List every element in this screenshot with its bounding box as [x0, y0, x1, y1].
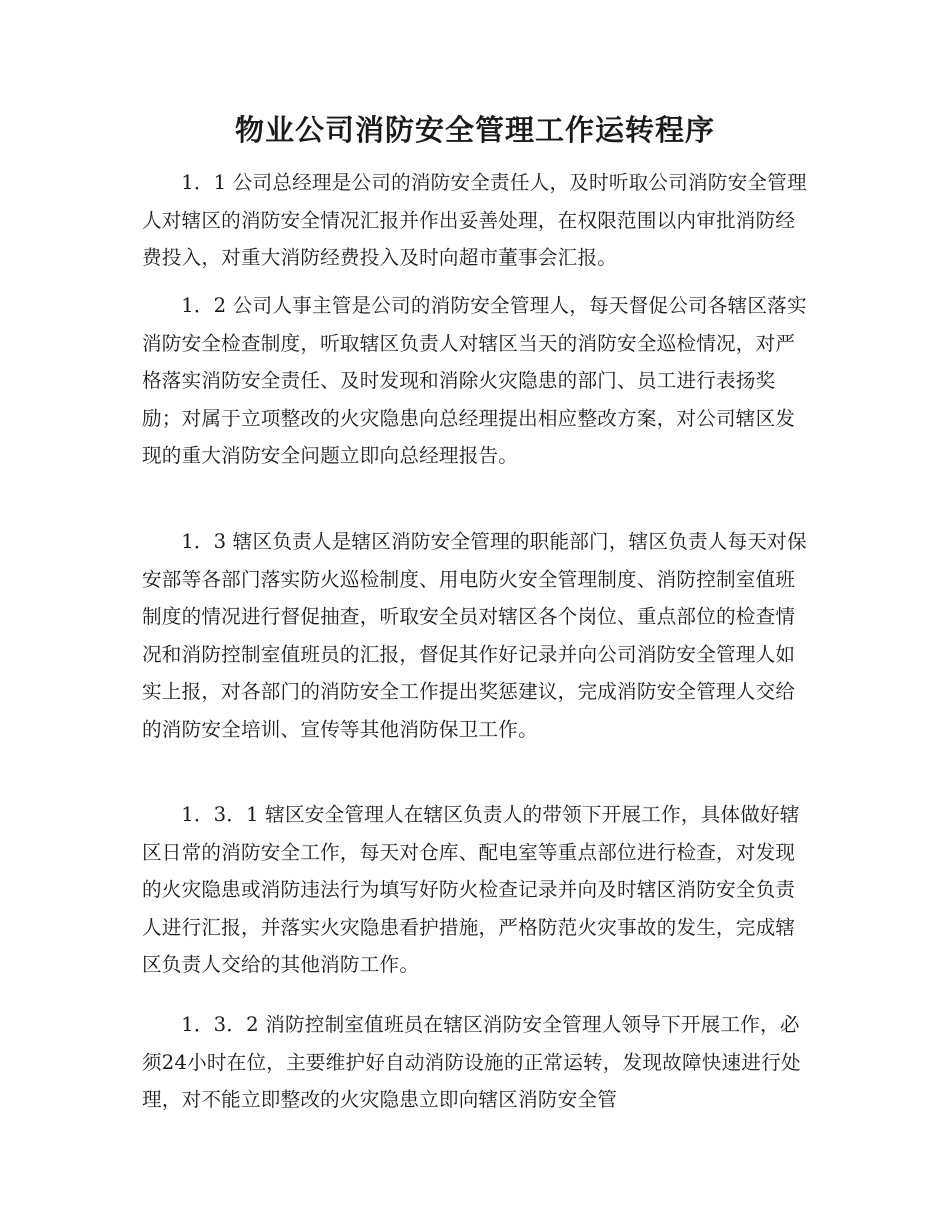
paragraph-1-3: 1．3 辖区负责人是辖区消防安全管理的职能部门，辖区负责人每天对保安部等各部门落实防火巡检制度、用电防火安全管理制度、消防控制室值班制度的情况进行督促抽查，听取安全员对辖区各个岗位、重点部位的检查情况和消防控制室值班员的汇报，督促其作好记录并向公司消防安全管理人如实上报，对各部门的消防安全工作提出奖惩建议，完成消防安全管理人交给的消防安全培训、宣传等其他消防保卫工作。 — [142, 530, 807, 741]
paragraph-1-3-1: 1．3．1 辖区安全管理人在辖区负责人的带领下开展工作，具体做好辖区日常的消防安全工作，每天对仓库、配电室等重点部位进行检查，对发现的火灾隐患或消防违法行为填写好防火检查记录并向及时辖区消防安全负责人进行汇报，并落实火灾隐患看护措施，严格防范火灾事故的发生，完成辖区负责人交给的其他消防工作。 — [142, 803, 800, 977]
paragraph-1-2: 1．2 公司人事主管是公司的消防安全管理人，每天督促公司各辖区落实消防安全检查制度，听取辖区负责人对辖区当天的消防安全巡检情况，对严格落实消防安全责任、及时发现和消除火灾隐患的部门、员工进行表扬奖励；对属于立项整改的火灾隐患向总经理提出相应整改方案，对公司辖区发现的重大消防安全问题立即向总经理报告。 — [142, 294, 807, 468]
paragraph-1-1: 1．1 公司总经理是公司的消防安全责任人，及时听取公司消防安全管理人对辖区的消防安全情况汇报并作出妥善处理，在权限范围以内审批消防经费投入，对重大消防经费投入及时向超市董事会汇报。 — [142, 171, 807, 270]
document-title: 物业公司消防安全管理工作运转程序 — [234, 113, 715, 147]
paragraph-1-3-2: 1．3．2 消防控制室值班员在辖区消防安全管理人领导下开展工作，必须24小时在位，主要维护好自动消防设施的正常运转，发现故障快速进行处理，对不能立即整改的火灾隐患立即向辖区消防安全管 — [142, 1013, 801, 1112]
